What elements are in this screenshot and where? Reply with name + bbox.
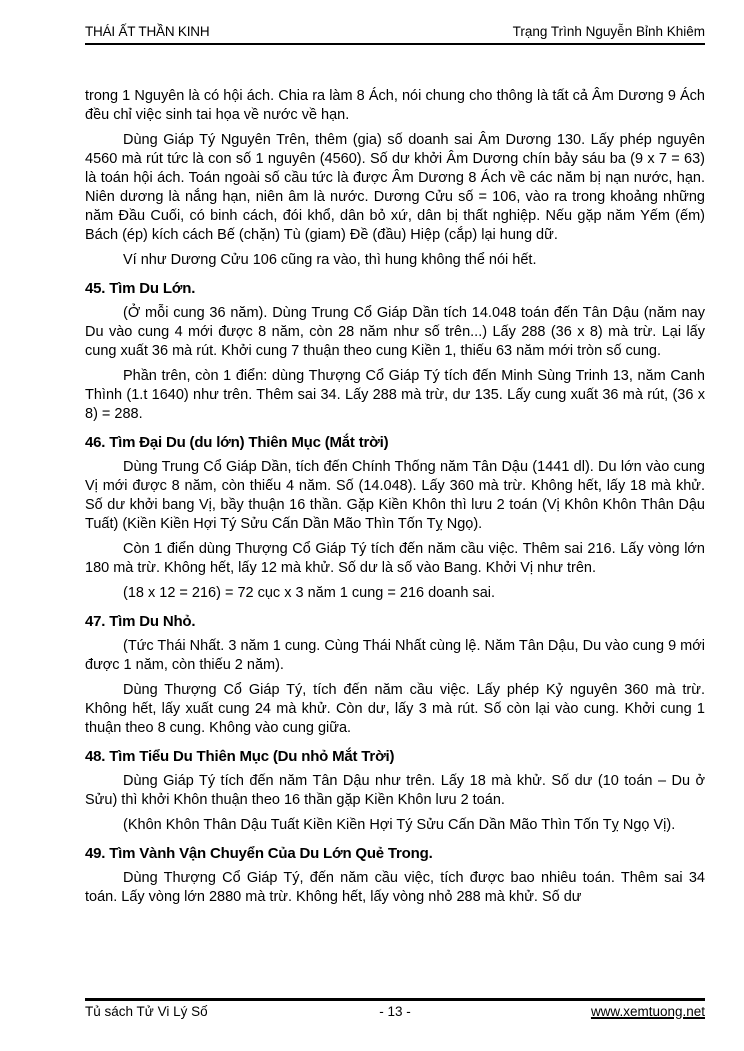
paragraph: Dùng Giáp Tý tích đến năm Tân Dậu như trên. Lấy 18 mà khử. Số dư (10 toán – Du ở Sửu) thì khởi Khôn thuận theo 16 thần gặp Kiền Khôn lưu 2 toán. (85, 773, 705, 808)
footer-website-link[interactable]: www.xemtuong.net (590, 1004, 705, 1019)
paragraph: Dùng Trung Cổ Giáp Dần, tích đến Chính Thống năm Tân Dậu (1441 dl). Du lớn vào cung Vị mới được 8 năm, còn thiếu 4 năm. Số (14.048). Lấy 360 mà trừ. Không hết, lấy 18 mà khử. Số dư khởi bang Vị, bầy thuận 16 thần. Gặp Kiền Khôn thì lưu 2 toán (Vị Khôn Khôn Thân Dậu Tuất) (Kiền Kiền Hợi Tý Sửu Cấn Dần Mão Thìn Tốn Tỵ Ngọ). (85, 459, 705, 532)
section-heading: 48. Tìm Tiểu Du Thiên Mục (Du nhỏ Mắt Trời) (85, 748, 395, 765)
section-heading: 46. Tìm Đại Du (du lớn) Thiên Mục (Mắt trời) (85, 434, 389, 451)
section-heading: 47. Tìm Du Nhỏ. (85, 613, 196, 630)
paragraph: Dùng Thượng Cổ Giáp Tý, đến năm cầu việc, tích được bao nhiêu toán. Thêm sai 34 toán. Lấy vòng lớn 2880 mà trừ. Không hết, lấy vòng nhỏ 288 mà khử. Số dư (85, 870, 705, 905)
footer-series-title: Tủ sách Tử Vi Lý Số (85, 1004, 208, 1019)
paragraph: Còn 1 điển dùng Thượng Cổ Giáp Tý tích đến năm cầu việc. Thêm sai 216. Lấy vòng lớn 180 mà trừ. Không hết, lấy 12 mà khử. Số dư là số vào Bang. Khởi Vị như trên. (85, 541, 705, 576)
page-header (85, 0, 705, 45)
paragraph: (Khôn Khôn Thân Dậu Tuất Kiền Kiền Hợi Tý Sửu Cấn Dần Mão Thìn Tốn Tỵ Ngọ Vị). (123, 817, 676, 833)
section-heading: 49. Tìm Vành Vận Chuyển Của Du Lớn Quẻ Trong. (85, 845, 433, 862)
header-book-title: THÁI ẤT THẦN KINH (85, 24, 210, 39)
paragraph: Dùng Thượng Cổ Giáp Tý, tích đến năm cầu việc. Lấy phép Kỷ nguyên 360 mà trừ. Không hết, lấy xuất cung 24 mà khử. Còn dư, lấy 3 mà rút. Số còn lại vào cung. Khởi cung 1 thuận theo 8 cung. Không vào cung giữa. (85, 682, 705, 736)
document-body (85, 87, 705, 907)
paragraph: (Ở mỗi cung 36 năm). Dùng Trung Cổ Giáp Dần tích 14.048 toán đến Tân Dậu (năm nay Du vào cung 4 mới được 8 năm, còn 28 năm như số trên...) Lấy 288 (36 x 8) mà trừ. Lại lấy cung xuất 36 mà rút. Khởi cung 7 thuận theo cung Kiền 1, thiếu 63 năm mới tròn số cung. (85, 305, 705, 359)
paragraph: Dùng Giáp Tý Nguyên Trên, thêm (gia) số doanh sai Âm Dương 130. Lấy phép nguyên 4560 mà rút tức là con số 1 nguyên (4560). Số dư khởi Âm Dương chín bảy sáu ba (9 x 7 = 63) là toán hội ách. Toán ngoài số cầu tức là được Âm Dương 8 Ách về các năm bị nạn nước, hạn. Niên dương là nắng hạn, niên âm là nước. Dương Cửu số = 106, vào ra trong khoảng những năm Đầu Cuối, có binh cách, đói khổ, dân bỏ xứ, dân bị thất nghiệp. Nếu gặp năm Yếm (ếm) Bách (ép) kích cách Bế (chặn) Tù (giam) Đề (đầu) Hiệp (cắp) lại hung dữ. (85, 132, 705, 243)
page-footer (85, 998, 705, 1020)
section-heading: 45. Tìm Du Lớn. (85, 280, 196, 297)
paragraph: Phần trên, còn 1 điển: dùng Thượng Cổ Giáp Tý tích đến Minh Sùng Trinh 13, năm Canh Thình (1.t 1640) như trên. Thêm sai 34. Lấy 288 mà trừ, dư 135. Lấy cung xuất 36 mà rút, (36 x 8) = 288. (85, 368, 705, 422)
paragraph: (Tức Thái Nhất. 3 năm 1 cung. Cùng Thái Nhất cùng lệ. Năm Tân Dậu, Du vào cung 9 mới được 1 năm, còn thiếu 2 năm). (85, 638, 705, 673)
paragraph: Ví như Dương Cửu 106 cũng ra vào, thì hung không thể nói hết. (123, 252, 537, 268)
footer-page-number: - 13 - (379, 1004, 411, 1019)
paragraph: (18 x 12 = 216) = 72 cục x 3 năm 1 cung = 216 doanh sai. (123, 585, 496, 601)
header-author: Trạng Trình Nguyễn Bỉnh Khiêm (512, 24, 705, 39)
paragraph: trong 1 Nguyên là có hội ách. Chia ra làm 8 Ách, nói chung cho thông là tất cả Âm Dương 9 Ách đều chỉ việc sinh tai họa về nước về hạn. (85, 88, 705, 123)
